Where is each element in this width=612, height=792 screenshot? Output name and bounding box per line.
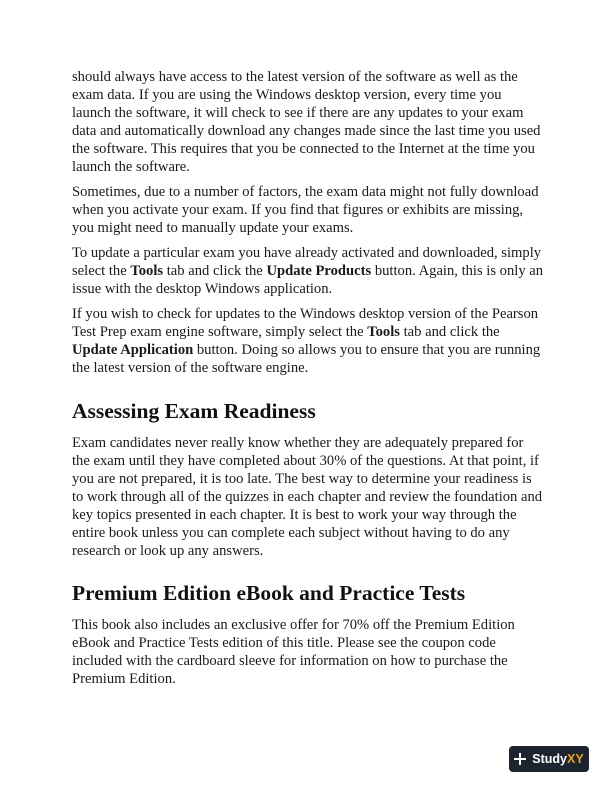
text-run: tab and click the bbox=[163, 263, 267, 279]
paragraph-premium-edition: This book also includes an exclusive offer for 70% off the Premium Edition eBook and Practice Tests edition of this title. Please see the coupon code included with the cardboard sleeve for information on how to purchase the Premium Edition. bbox=[72, 617, 515, 687]
paragraph-exam-readiness: Exam candidates never really know whether they are adequately prepared for the exam until they have completed about 30% of the questions. At that point, if you are not prepared, it is too late. The best way to determine your readiness is to work through all of the quizzes in each chapter and review the foundation and key topics presented in each chapter. It is best to work your way through the entire book unless you can complete each subject without having to do any research or look up any answers. bbox=[72, 435, 543, 559]
bold-tools: Tools bbox=[130, 263, 164, 279]
studyxy-badge[interactable] bbox=[509, 746, 589, 772]
badge-brand-accent: XY bbox=[567, 752, 584, 766]
bold-update-application: Update Application bbox=[72, 342, 194, 358]
paragraph-update-products bbox=[72, 244, 544, 298]
paragraph-software-updates: should always have access to the latest version of the software as well as the exam data. If you are using the Windows desktop version, every time you launch the software, it will check to see if there are any updates to your exam data and automatically download any changes made since the last time you used the software. This requires that you be connected to the Internet at the time you launch the software. bbox=[72, 69, 541, 175]
heading-assessing-exam-readiness: Assessing Exam Readiness bbox=[72, 399, 316, 423]
text-run: button. Again, this is only an issue with the desktop Windows application. bbox=[72, 263, 544, 297]
plus-icon bbox=[514, 753, 526, 765]
text-run: If you wish to check for updates to the Windows desktop version of the Pearson Test Prep exam engine software, simply select the bbox=[72, 306, 539, 340]
badge-brand bbox=[532, 752, 583, 766]
badge-brand-main: Study bbox=[532, 752, 568, 766]
text-run: To update a particular exam you have already activated and downloaded, simply select the bbox=[72, 245, 542, 279]
paragraph-exam-data-missing: Sometimes, due to a number of factors, the exam data might not fully download when you activate your exam. If you find that figures or exhibits are missing, you might need to manually update your exams. bbox=[72, 184, 539, 236]
heading-premium-edition: Premium Edition eBook and Practice Tests bbox=[72, 581, 466, 605]
document-page bbox=[72, 68, 544, 695]
paragraph-update-application bbox=[72, 305, 544, 377]
bold-tools: Tools bbox=[367, 324, 400, 340]
text-run: tab and click the bbox=[399, 324, 500, 340]
bold-update-products: Update Products bbox=[266, 263, 372, 279]
text-run: button. Doing so allows you to ensure that you are running the latest version of the software engine. bbox=[72, 342, 541, 376]
